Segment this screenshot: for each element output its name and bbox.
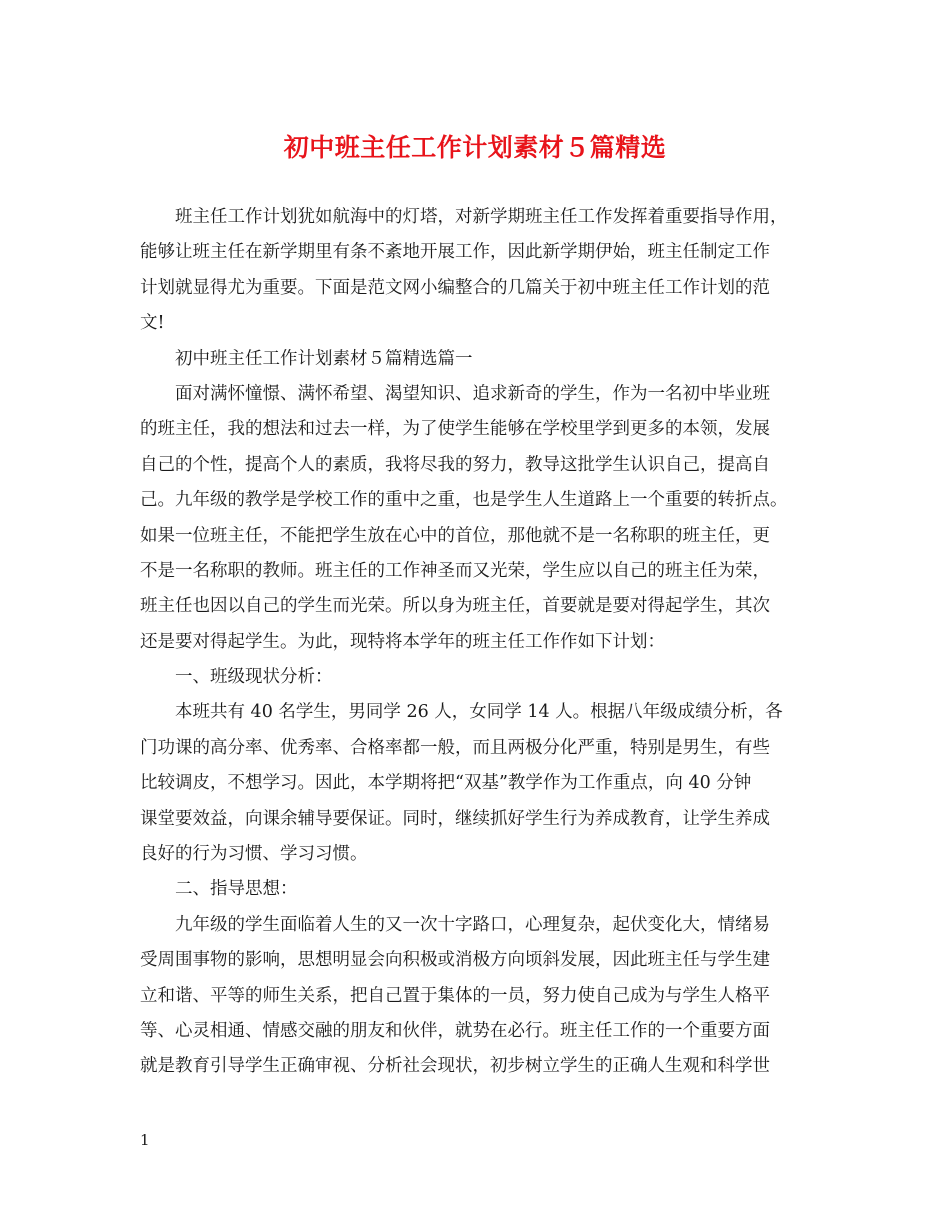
document-body xyxy=(140,200,830,1085)
page-number: 1 xyxy=(140,1131,150,1149)
body-line: 门功课的高分率、优秀率、合格率都一般，而且两极分化严重，特别是男生，有些 xyxy=(140,737,770,758)
body-line: 受周围事物的影响，思想明显会向积极或消极方向顷斜发展，因此班主任与学生建 xyxy=(140,950,770,971)
body-line: 文! xyxy=(140,313,165,334)
body-line: 班主任也因以自己的学生而光荣。所以身为班主任，首要就是要对得起学生，其次 xyxy=(140,596,770,617)
body-line: 良好的行为习惯、学习习惯。 xyxy=(140,844,368,865)
body-line: 还是要对得起学生。为此，现特将本学年的班主任工作作如下计划： xyxy=(140,631,665,652)
body-line: 自己的个性，提高个人的素质，我将尽我的努力，教导这批学生认识自己，提高自 xyxy=(140,454,770,475)
body-line: 如果一位班主任，不能把学生放在心中的首位，那他就不是一名称职的班主任，更 xyxy=(140,525,770,546)
section-heading: 初中班主任工作计划素材５篇精选篇一 xyxy=(140,348,473,369)
body-line: 的班主任，我的想法和过去一样，为了使学生能够在学校里学到更多的本领，发展 xyxy=(140,419,770,440)
body-line: 能够让班主任在新学期里有条不紊地开展工作，因此新学期伊始，班主任制定工作 xyxy=(140,242,770,263)
subsection-heading: 二、指导思想： xyxy=(140,879,298,900)
body-line: 就是教育引导学生正确审视、分析社会现状，初步树立学生的正确人生观和科学世 xyxy=(140,1056,770,1077)
subsection-heading: 一、班级现状分析： xyxy=(140,667,333,688)
body-line: 等、心灵相通、情感交融的朋友和伙伴，就势在必行。班主任工作的一个重要方面 xyxy=(140,1020,770,1041)
body-line: 本班共有 40 名学生，男同学 26 人，女同学 14 人。根据八年级成绩分析，各 xyxy=(140,702,783,723)
body-line: 不是一名称职的教师。班主任的工作神圣而又光荣，学生应以自己的班主任为荣， xyxy=(140,560,770,581)
body-line: 己。九年级的教学是学校工作的重中之重，也是学生人生道路上一个重要的转折点。 xyxy=(140,490,788,511)
body-line: 班主任工作计划犹如航海中的灯塔，对新学期班主任工作发挥着重要指导作用， xyxy=(140,207,788,227)
body-line: 九年级的学生面临着人生的又一次十字路口，心理复杂，起伏变化大，情绪易 xyxy=(140,914,770,935)
body-line: 面对满怀憧憬、满怀希望、渴望知识、追求新奇的学生，作为一名初中毕业班 xyxy=(140,383,770,404)
body-line: 计划就显得尤为重要。下面是范文网小编整合的几篇关于初中班主任工作计划的范 xyxy=(140,277,770,298)
body-line: 比较调皮，不想学习。因此，本学期将把“双基”教学作为工作重点，向 40 分钟 xyxy=(140,773,752,794)
body-line: 课堂要效益，向课余辅导要保证。同时，继续抓好学生行为养成教育，让学生养成 xyxy=(140,808,770,829)
document-title: 初中班主任工作计划素材５篇精选 xyxy=(283,133,667,162)
body-line: 立和谐、平等的师生关系，把自己置于集体的一员，努力使自己成为与学生人格平 xyxy=(140,985,770,1006)
